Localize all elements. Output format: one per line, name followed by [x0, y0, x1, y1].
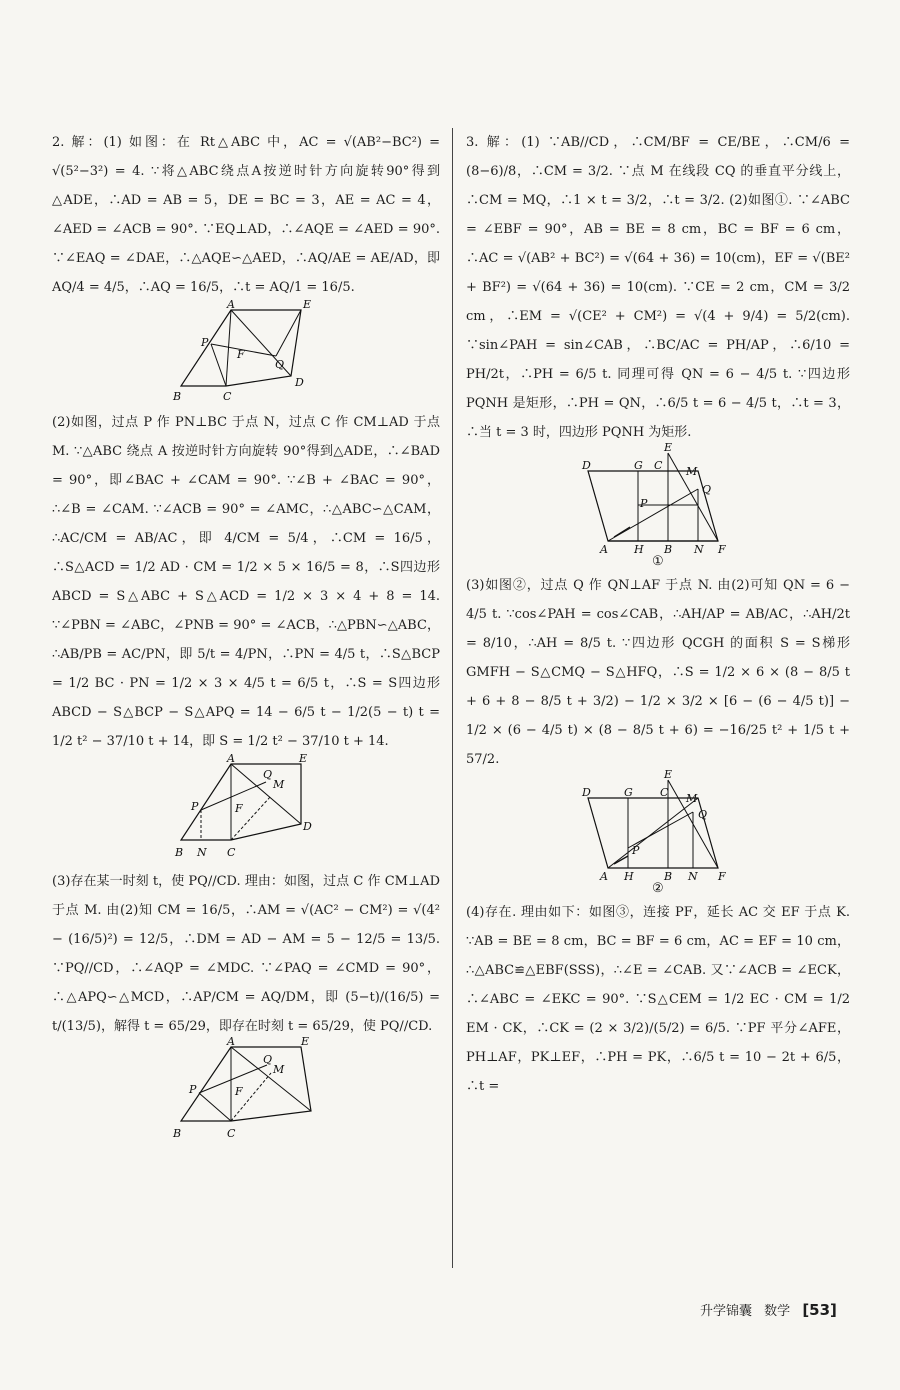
- problem-2-part-1: 2. 解：(1) 如图：在 Rt△ABC 中，AC = √(AB²−BC²) = √(5²−3²) = 4. ∵将△ABC绕点A按逆时针方向旋转90°得到△ADE，∴AD = AB = 5，DE = BC = 3，AE = AC = 4，∠AED = ∠ACB = 90°. ∵EQ⊥AD，∴∠AQE = ∠AED = 90°. ∵∠EAQ = ∠DAE，∴△AQE∽△AED，∴AQ/AE = AE/AD，即 AQ/4 = 4/5，∴AQ = 16/5，∴t = AQ/1 = 16/5.: [52, 135, 440, 295]
- problem-2-part-3: (3)存在某一时刻 t，使 PQ//CD. 理由：如图，过点 C 作 CM⊥AD 于点 M. 由(2)知 CM = 16/5，∴AM = √(AC² − CM²) = √(4² − (16/5)²) = 12/5，∴DM = AD − AM = 5 − 12/5 = 13/5. ∵PQ//CD，∴∠AQP = ∠MDC. ∵∠PAQ = ∠CMD = 90°，∴△APQ∽△MCD，∴AP/CM = AQ/DM，即 (5−t)/(16/5) = t/(13/5)，解得 t = 65/29，即存在时刻 t = 65/29，使 PQ//CD.: [52, 874, 440, 1034]
- label-A3: A: [227, 1035, 235, 1048]
- label-Q: Q: [275, 358, 285, 371]
- label-A: A: [227, 298, 235, 311]
- figure-2-3: [171, 1035, 321, 1143]
- label-P2: P: [191, 800, 199, 813]
- label-C: C: [223, 390, 232, 403]
- label-F: F: [237, 348, 245, 361]
- label-D5: D: [582, 786, 591, 799]
- page-number: [53]: [802, 1301, 837, 1319]
- left-column: [52, 128, 440, 1147]
- label-M2: M: [273, 778, 285, 791]
- label-E: E: [303, 298, 312, 311]
- label-D2: D: [303, 820, 312, 833]
- label-B4: B: [664, 543, 673, 556]
- label-M4: M: [686, 465, 698, 478]
- label-Q5: Q: [698, 808, 708, 821]
- label-M3: M: [273, 1063, 285, 1076]
- label-F5: F: [718, 870, 726, 883]
- label-H5: H: [624, 870, 634, 883]
- label-C5: C: [660, 786, 669, 799]
- label-P4: P: [640, 497, 648, 510]
- problem-3-part-3: (3)如图②，过点 Q 作 QN⊥AF 于点 N. 由(2)可知 QN = 6 − 4/5 t. ∵cos∠PAH = cos∠CAB，∴AH/AP = AB/AC，∴AH/2t = 8/10，∴AH = 8/5 t. ∵四边形 QCGH 的面积 S = S梯形GMFH − S△CMQ − S△HFQ，∴S = 1/2 × 6 × (8 − 8/5 t + 6 + 8 − 8/5 t + 3/2) − 1/2 × 3/2 × [6 − (6 − 4/5 t)] − 1/2 × (6 − 4/5 t) × (8 − 8/5 t + 6) = −16/25 t² + 1/5 t + 57/2.: [466, 578, 850, 767]
- figure-3-1: [578, 441, 738, 569]
- label-A5: A: [600, 870, 608, 883]
- label-P3: P: [189, 1083, 197, 1096]
- label-P: P: [201, 336, 209, 349]
- problem-2-part-2: (2)如图，过点 P 作 PN⊥BC 于点 N，过点 C 作 CM⊥AD 于点 M. ∵△ABC 绕点 A 按逆时针方向旋转 90°得到△ADE，∴∠BAD = 90°，即∠BAC + ∠CAM = 90°. ∵∠B + ∠BAC = 90°，∴∠B = ∠CAM. ∵∠ACB = 90° = ∠AMC，∴△ABC∽△CAM，∴AC/CM = AB/AC，即 4/CM = 5/4，∴CM = 16/5，∴S△ACD = 1/2 AD · CM = 1/2 × 5 × 16/5 = 8，∴S四边形ABCD = S△ABC + S△ACD = 1/2 × 3 × 4 + 8 = 14. ∵∠PBN = ∠ABC，∠PNB = 90° = ∠ACB，∴△PBN∽△ABC，∴AB/PB = AC/PN，即 5/t = 4/PN，∴PN = 4/5 t，∴S△BCP = 1/2 BC · PN = 1/2 × 3 × 4/5 t = 6/5 t，∴S = S四边形ABCD − S△BCP − S△APQ = 14 − 6/5 t − 1/2(5 − t) t = 1/2 t² − 37/10 t + 14，即 S = 1/2 t² − 37/10 t + 14.: [52, 415, 440, 749]
- label-N5: N: [688, 870, 698, 883]
- label-H4: H: [634, 543, 644, 556]
- label-B2: B: [175, 846, 184, 859]
- label-Q3: Q: [263, 1053, 273, 1066]
- label-C2: C: [227, 846, 236, 859]
- right-column: [466, 128, 850, 1101]
- label-D: D: [295, 376, 304, 389]
- label-A2: A: [227, 752, 235, 765]
- label-E2: E: [299, 752, 308, 765]
- label-F4: F: [718, 543, 726, 556]
- label-G5: G: [624, 786, 633, 799]
- label-F3: F: [235, 1085, 243, 1098]
- figure-2-caption: ②: [652, 881, 664, 896]
- figure-1-caption: ①: [652, 554, 664, 569]
- label-G4: G: [634, 459, 643, 472]
- label-B: B: [173, 390, 182, 403]
- label-C4: C: [654, 459, 663, 472]
- label-F2: F: [235, 802, 243, 815]
- label-Q2: Q: [263, 768, 273, 781]
- figure-2-1: [171, 298, 321, 404]
- label-E3: E: [301, 1035, 310, 1048]
- label-N4: N: [694, 543, 704, 556]
- label-M5: M: [686, 792, 698, 805]
- label-E4: E: [664, 441, 673, 454]
- label-E5: E: [664, 768, 673, 781]
- column-divider: [452, 128, 453, 1268]
- label-A4: A: [600, 543, 608, 556]
- label-B3: B: [173, 1127, 182, 1140]
- subject-name: 数学: [764, 1304, 791, 1319]
- label-B5: B: [664, 870, 673, 883]
- page-footer: [700, 1300, 845, 1319]
- label-Q4: Q: [702, 483, 712, 496]
- label-N2: N: [197, 846, 207, 859]
- figure-3-2: [578, 768, 738, 896]
- series-name: 升学锦囊: [700, 1304, 753, 1319]
- label-C3: C: [227, 1127, 236, 1140]
- label-P5: P: [632, 844, 640, 857]
- figure-2-2: [171, 752, 321, 863]
- problem-3-part-1-2: 3. 解：(1) ∵AB//CD，∴CM/BF = CE/BE，∴CM/6 = (8−6)/8，∴CM = 3/2. ∵点 M 在线段 CQ 的垂直平分线上，∴CM = MQ，∴1 × t = 3/2，∴t = 3/2. (2)如图①. ∵∠ABC = ∠EBF = 90°，AB = BE = 8 cm，BC = BF = 6 cm，∴AC = √(AB² + BC²) = √(64 + 36) = 10(cm)，EF = √(BE² + BF²) = √(64 + 36) = 10(cm). ∵CE = 2 cm，CM = 3/2 cm，∴EM = √(CE² + CM²) = √(4 + 9/4) = 5/2(cm). ∵sin∠PAH = sin∠CAB，∴BC/AC = PH/AP，∴6/10 = PH/2t，∴PH = 6/5 t. 同理可得 QN = 6 − 4/5 t. ∵四边形 PQNH 是矩形，∴PH = QN，∴6/5 t = 6 − 4/5 t，∴t = 3，∴当 t = 3 时，四边形 PQNH 为矩形.: [466, 135, 850, 440]
- label-D4: D: [582, 459, 591, 472]
- problem-3-part-4: (4)存在. 理由如下：如图③，连接 PF，延长 AC 交 EF 于点 K. ∵AB = BE = 8 cm，BC = BF = 6 cm，AC = EF = 10 cm，∴△ABC≌△EBF(SSS)，∴∠E = ∠CAB. 又∵∠ACB = ∠ECK，∴∠ABC = ∠EKC = 90°. ∵S△CEM = 1/2 EC · CM = 1/2 EM · CK，∴CK = (2 × 3/2)/(5/2) = 6/5. ∵PF 平分∠AFE，PH⊥AF，PK⊥EF，∴PH = PK，∴6/5 t = 10 − 2t + 6/5，∴t =: [466, 905, 850, 1094]
